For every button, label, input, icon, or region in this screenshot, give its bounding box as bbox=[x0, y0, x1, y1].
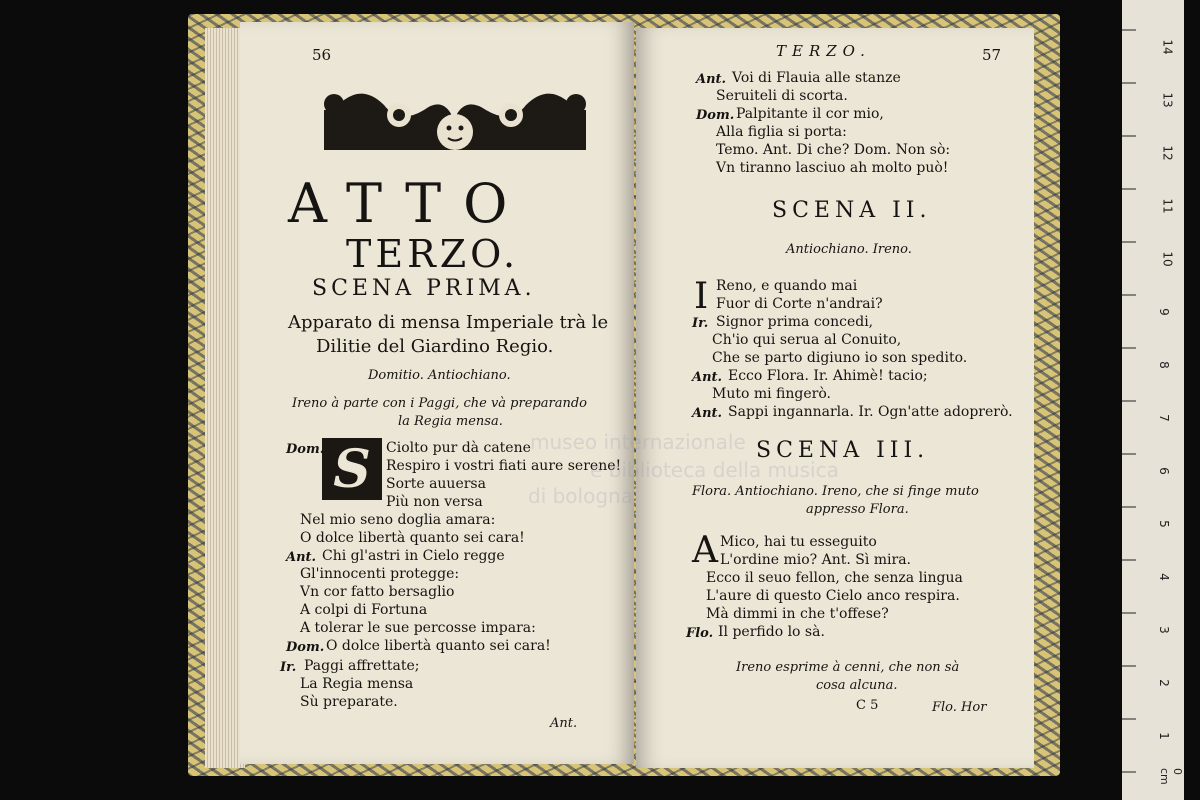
verse-line: Ciolto pur dà catene bbox=[386, 440, 531, 456]
ruler-number: 2 bbox=[1156, 679, 1171, 687]
ruler-number: 11 bbox=[1160, 198, 1175, 214]
speaker-label: Dom. bbox=[696, 108, 735, 123]
verse-line: Alla figlia si porta: bbox=[716, 124, 847, 140]
verse-line: Sappi ingannarla. Ir. Ogn'atte adoprerò. bbox=[728, 404, 1013, 420]
verse-line: Signor prima concedi, bbox=[716, 314, 874, 330]
speaker-label: Ant. bbox=[696, 72, 727, 87]
stage-direction-2: la Regia mensa. bbox=[398, 414, 503, 429]
verse-line: Mico, hai tu esseguito bbox=[720, 534, 877, 550]
verse-line: Fuor di Corte n'andrai? bbox=[716, 296, 883, 312]
verse-line: Reno, e quando mai bbox=[716, 278, 858, 294]
speaker-label: Dom. bbox=[286, 640, 325, 655]
ruler-number: 6 bbox=[1156, 467, 1171, 475]
verse-line: O dolce libertà quanto sei cara! bbox=[300, 530, 525, 546]
catchword: Ant. bbox=[550, 716, 578, 731]
verse-line: Vn tiranno lasciuo ah molto può! bbox=[716, 160, 949, 176]
verse-line: Respiro i vostri fiati aure serene! bbox=[386, 458, 622, 474]
setting-line-2: Dilitie del Giardino Regio. bbox=[316, 336, 554, 357]
verse-line: L'aure di questo Cielo anco respira. bbox=[706, 588, 960, 604]
verse-line: A colpi di Fortuna bbox=[300, 602, 428, 618]
ruler-number: 13 bbox=[1160, 92, 1175, 108]
verse-line: A tolerar le sue percosse impara: bbox=[300, 620, 536, 636]
running-head: TERZO. bbox=[776, 42, 871, 60]
ruler-number: 7 bbox=[1156, 414, 1171, 422]
ruler-number: 4 bbox=[1156, 573, 1171, 581]
initial-letter: A bbox=[692, 530, 718, 571]
watermark-line-1: museo internazionale bbox=[530, 430, 746, 454]
verse-line: Nel mio seno doglia amara: bbox=[300, 512, 496, 528]
verse-line: Sorte auuersa bbox=[386, 476, 486, 492]
ruler-number: 12 bbox=[1160, 145, 1175, 161]
ruler-ticks bbox=[1122, 0, 1184, 800]
decorated-initial: S bbox=[322, 438, 382, 500]
ruler-number: 3 bbox=[1156, 626, 1171, 634]
watermark-line-3: di bologna bbox=[528, 484, 633, 508]
ruler-number: 5 bbox=[1156, 520, 1171, 528]
scene-2-persons: Antiochiano. Ireno. bbox=[786, 242, 912, 257]
page-edges bbox=[205, 28, 245, 768]
woodcut-ornament-icon bbox=[304, 80, 606, 164]
measuring-ruler bbox=[1122, 0, 1184, 800]
verse-line: Vn cor fatto bersaglio bbox=[300, 584, 455, 600]
left-page bbox=[240, 22, 634, 764]
verse-line: Chi gl'astri in Cielo regge bbox=[322, 548, 505, 564]
speaker-label: Ir. bbox=[692, 316, 709, 331]
verse-line: Ecco Flora. Ir. Ahimè! tacio; bbox=[728, 368, 928, 384]
verse-line: Gl'innocenti protegge: bbox=[300, 566, 460, 582]
setting-line-1: Apparato di mensa Imperiale trà le bbox=[288, 312, 609, 333]
watermark-line-2: e biblioteca della musica bbox=[590, 458, 839, 482]
verse-line: La Regia mensa bbox=[300, 676, 414, 692]
act-number: TERZO. bbox=[346, 232, 520, 276]
speaker-label: Ant. bbox=[692, 406, 723, 421]
stage-direction-1: Ireno à parte con i Paggi, che và preparando bbox=[292, 396, 587, 411]
verse-line: L'ordine mio? Ant. Sì mira. bbox=[720, 552, 912, 568]
ruler-unit: 0 cm bbox=[1158, 768, 1184, 785]
verse-line: Paggi affrettate; bbox=[304, 658, 420, 674]
verse-line: Sù preparate. bbox=[300, 694, 398, 710]
act-title: ATTO bbox=[288, 172, 530, 235]
speaker-label: Ir. bbox=[280, 660, 297, 675]
signature-mark: C 5 bbox=[856, 698, 879, 713]
verse-line: Mà dimmi in che t'offese? bbox=[706, 606, 889, 622]
stage-direction-2: cosa alcuna. bbox=[816, 678, 898, 693]
verse-line: Voi di Flauia alle stanze bbox=[732, 70, 901, 86]
ruler-number: 10 bbox=[1160, 251, 1175, 267]
scene-3-title: SCENA III. bbox=[756, 438, 930, 463]
verse-line: Ch'io qui serua al Conuito, bbox=[712, 332, 902, 348]
verse-line: Più non versa bbox=[386, 494, 483, 510]
speaker-label: Flo. bbox=[686, 626, 714, 641]
speaker-label: Ant. bbox=[286, 550, 317, 565]
verse-line: Seruiteli di scorta. bbox=[716, 88, 848, 104]
verse-line: Che se parto digiuno io son spedito. bbox=[712, 350, 968, 366]
speaker-label: Ant. bbox=[692, 370, 723, 385]
initial-letter: I bbox=[694, 276, 709, 317]
right-page bbox=[636, 28, 1034, 768]
verse-line: Muto mi fingerò. bbox=[712, 386, 831, 402]
scene-3-persons-1: Flora. Antiochiano. Ireno, che si finge muto bbox=[692, 484, 979, 499]
verse-line: Il perfido lo sà. bbox=[718, 624, 825, 640]
scene-3-persons-2: appresso Flora. bbox=[806, 502, 909, 517]
verse-line: O dolce libertà quanto sei cara! bbox=[326, 638, 551, 654]
ruler-number: 8 bbox=[1156, 361, 1171, 369]
verse-line: Palpitante il cor mio, bbox=[736, 106, 884, 122]
scene-title: SCENA PRIMA. bbox=[312, 276, 536, 301]
scene-persons: Domitio. Antiochiano. bbox=[368, 368, 511, 383]
left-page-number: 56 bbox=[312, 46, 332, 64]
stage-direction-1: Ireno esprime à cenni, che non sà bbox=[736, 660, 960, 675]
right-page-number: 57 bbox=[982, 46, 1002, 64]
speaker-label: Dom. bbox=[286, 442, 325, 457]
ruler-number: 14 bbox=[1160, 39, 1175, 55]
verse-line: Ecco il seuo fellon, che senza lingua bbox=[706, 570, 963, 586]
scene-2-title: SCENA II. bbox=[772, 198, 932, 223]
ruler-number: 1 bbox=[1156, 732, 1171, 740]
catchword: Flo. Hor bbox=[932, 700, 987, 715]
ruler-number: 9 bbox=[1156, 308, 1171, 316]
verse-line: Temo. Ant. Di che? Dom. Non sò: bbox=[716, 142, 951, 158]
